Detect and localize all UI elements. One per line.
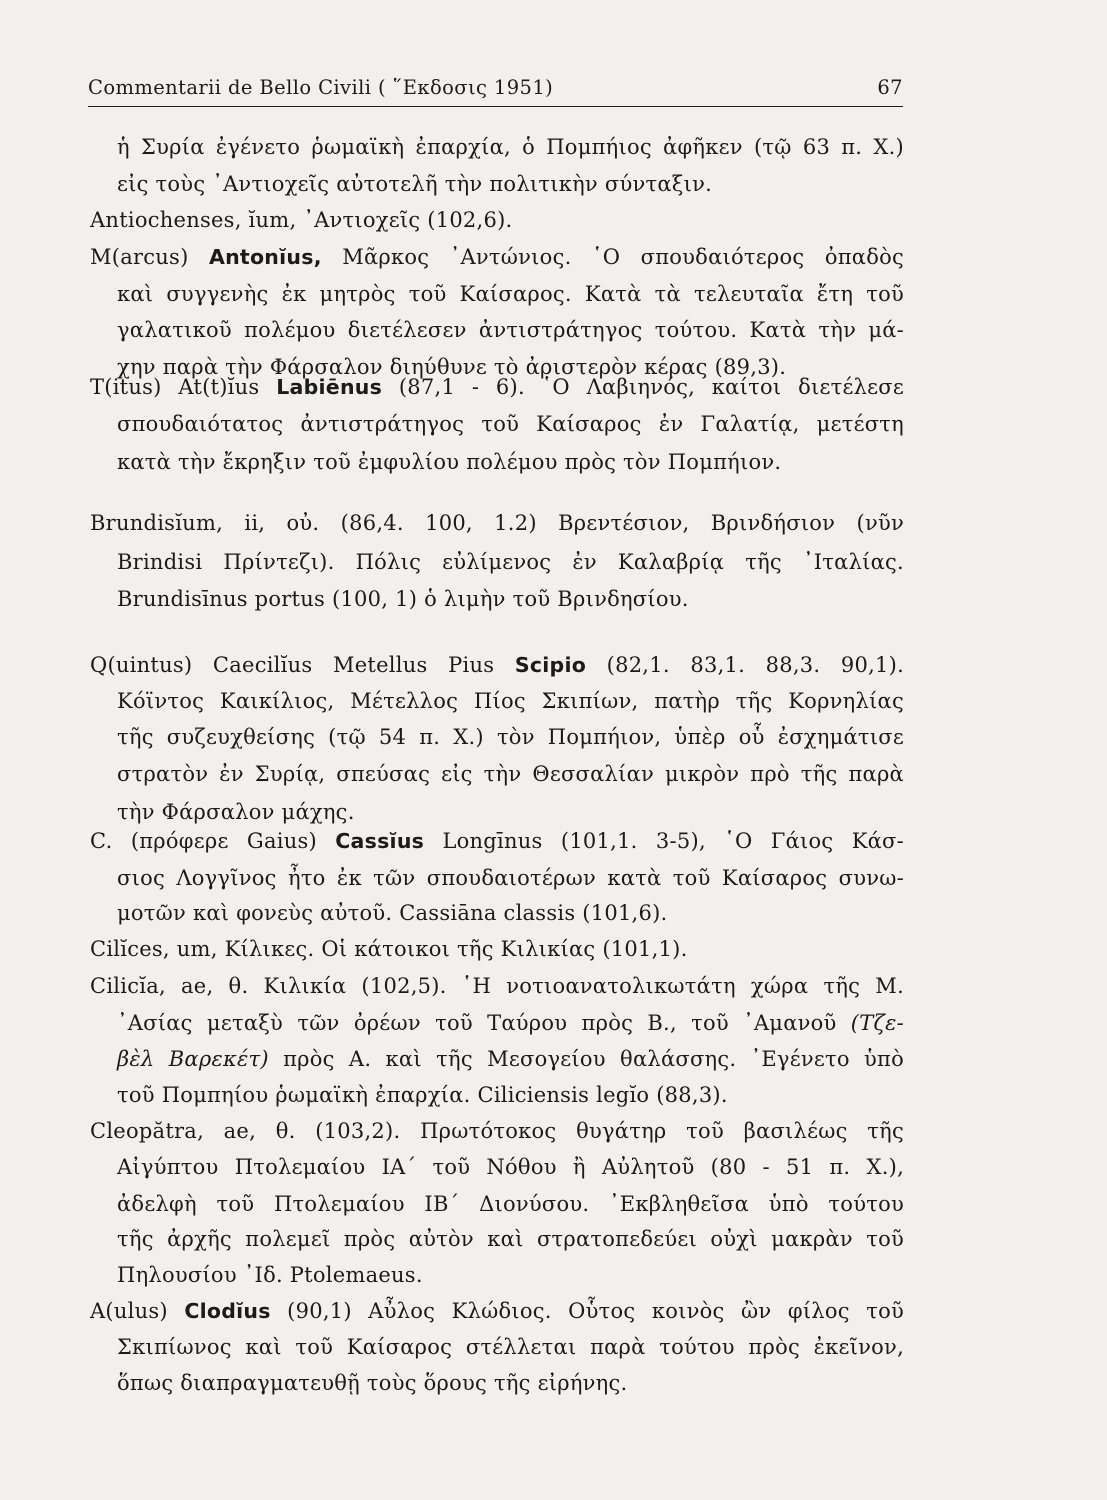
entry-line: σιος Λογγῖνος ἦτο ἐκ τῶν σπουδαιοτέρων κατὰ τοῦ Καίσαρος συνω- [117, 866, 904, 890]
headword: Labiēnus [276, 375, 383, 399]
entry-text: T(itus) At(t)ĭus [90, 375, 277, 399]
italic-text: βὲλ Βαρεκέτ) [117, 1047, 269, 1071]
entry-line: χην παρὰ τὴν Φάρσαλον διηύθυνε τὸ ἀριστερὸν κέρας (89,3). [117, 355, 787, 379]
headword: Scipio [514, 653, 587, 677]
entry-text: ᾿Ασίας μεταξὺ τῶν ὀρέων τοῦ Ταύρου πρὸς Β., τοῦ ᾿Αμανοῦ [117, 1011, 851, 1035]
entry-line [117, 1044, 904, 1074]
running-title: Commentarii de Bello Civili ( ῞Εκδοσις 1951) [88, 76, 554, 99]
running-header [88, 76, 903, 99]
entry-line: Cleopătra, ae, θ. (103,2). Πρωτότοκος θυγάτηρ τοῦ βασιλέως τῆς [90, 1119, 904, 1143]
entry-line: Σκιπίωνος καὶ τοῦ Καίσαρος στέλλεται παρὰ τούτου πρὸς ἐκεῖνον, [117, 1335, 904, 1359]
entry-line: Cilicĭa, ae, θ. Κιλικία (102,5). ῾Η νοτιοανατολικωτάτη χώρα τῆς Μ. [90, 974, 904, 998]
entry-text: A(ulus) [90, 1299, 185, 1323]
entry-line: σπουδαιότατος ἀντιστράτηγος τοῦ Καίσαρος ἐν Γαλατίᾳ, μετέστη [117, 412, 904, 436]
entry-text: (87,1 - 6). ῾Ο Λαβιηνός, καίτοι διετέλεσε [382, 375, 905, 399]
entry-line: Cilĭces, um, Κίλικες. Οἱ κάτοικοι τῆς Κιλικίας (101,1). [90, 937, 688, 961]
entry-line: Brundisīnus portus (100, 1) ὁ λιμὴν τοῦ Βρινδησίου. [117, 587, 689, 611]
entry-line [90, 826, 904, 856]
entry-line: Antiochenses, ĭum, ᾿Αντιοχεῖς (102,6). [90, 208, 513, 232]
entry-line: τῆς συζευχθείσης (τῷ 54 π. X.) τὸν Πομπήιον, ὑπὲρ οὗ ἐσχημάτισε [117, 725, 904, 749]
entry-line: ἡ Συρία ἐγένετο ῥωμαϊκὴ ἐπαρχία, ὁ Πομπήιος ἀφῆκεν (τῷ 63 π. X.) [117, 135, 904, 159]
entry-text: Q(uintus) Caecilĭus Metellus Pius [90, 653, 515, 677]
entry-text: C. (πρόφερε Gaius) [90, 829, 336, 853]
entry-line [90, 1296, 904, 1326]
entry-line: γαλατικοῦ πολέμου διετέλεσεν ἀντιστράτηγος τούτου. Κατὰ τὴν μά- [117, 318, 904, 342]
entry-line: Κόϊντος Καικίλιος, Μέτελλος Πίος Σκιπίων, πατὴρ τῆς Κορνηλίας [117, 689, 904, 713]
entry-text: Μᾶρκος ᾿Αντώνιος. ῾Ο σπουδαιότερος ὀπαδὸς [321, 245, 904, 269]
entry-line [90, 372, 904, 402]
italic-text: (Τζε- [850, 1011, 904, 1035]
entry-line: τὴν Φάρσαλον μάχης. [117, 800, 355, 824]
page-number: 67 [877, 76, 903, 99]
entry-text: Longīnus (101,1. 3-5), ῾Ο Γάιος Κάσ- [424, 829, 904, 853]
entry-text: M(arcus) [90, 245, 209, 269]
entry-line: τῆς ἀρχῆς πολεμεῖ πρὸς αὐτὸν καὶ στρατοπεδεύει οὐχὶ μακρὰν τοῦ [117, 1227, 904, 1251]
entry-line: Αἰγύπτου Πτολεμαίου ΙΑ΄ τοῦ Νόθου ἢ Αὐλητοῦ (80 - 51 π. Χ.), [117, 1155, 904, 1179]
entry-line: ὅπως διαπραγματευθῇ τοὺς ὅρους τῆς εἰρήνης. [117, 1371, 628, 1395]
entry-line: Brundisĭum, ii, οὐ. (86,4. 100, 1.2) Βρεντέσιον, Βρινδήσιον (νῦν [90, 511, 904, 535]
headword: Antonĭus, [208, 245, 322, 269]
entry-line: εἰς τοὺς ᾿Αντιοχεῖς αὐτοτελῆ τὴν πολιτικὴν σύνταξιν. [117, 172, 713, 196]
headword: Cassĭus [335, 829, 425, 853]
entry-line [117, 1008, 904, 1038]
entry-text: (90,1) Αὖλος Κλώδιος. Οὗτος κοινὸς ὢν φίλος τοῦ [270, 1299, 904, 1323]
entry-line: κατὰ τὴν ἔκρηξιν τοῦ ἐμφυλίου πολέμου πρὸς τὸν Πομπήιον. [117, 450, 782, 474]
entry-line: τοῦ Πομπηίου ῥωμαϊκὴ ἐπαρχία. Ciliciensis legĭo (88,3). [117, 1083, 728, 1107]
headword: Clodĭus [184, 1299, 271, 1323]
entry-line: Brindisi Πρίντεζι). Πόλις εὐλίμενος ἐν Καλαβρίᾳ τῆς ᾿Ιταλίας. [117, 550, 904, 574]
entry-line: Πηλουσίου ᾿Ιδ. Ptolemaeus. [117, 1263, 423, 1287]
entry-line [90, 650, 904, 680]
entry-line: στρατὸν ἐν Συρίᾳ, σπεύσας εἰς τὴν Θεσσαλίαν μικρὸν πρὸ τῆς παρὰ [117, 762, 904, 786]
entry-line [90, 242, 904, 272]
entry-text: (82,1. 83,1. 88,3. 90,1). [586, 653, 904, 677]
entry-text: πρὸς Α. καὶ τῆς Μεσογείου θαλάσσης. ᾿Εγένετο ὑπὸ [268, 1047, 904, 1071]
entry-line: καὶ συγγενὴς ἐκ μητρὸς τοῦ Καίσαρος. Κατὰ τὰ τελευταῖα ἔτη τοῦ [117, 282, 904, 306]
header-rule [88, 106, 903, 107]
entry-line: ἀδελφὴ τοῦ Πτολεμαίου ΙΒ΄ Διονύσου. ᾿Εκβληθεῖσα ὑπὸ τούτου [117, 1192, 904, 1216]
entry-line: μοτῶν καὶ φονεὺς αὐτοῦ. Cassiāna classis (101,6). [117, 901, 668, 925]
